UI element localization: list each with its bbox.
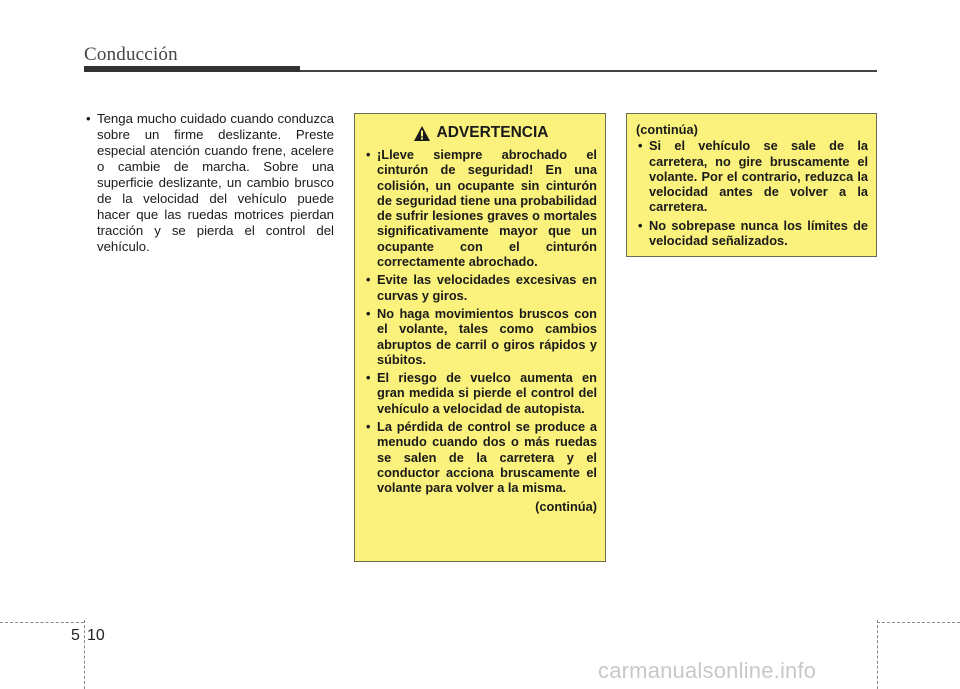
warning-bullet: • La pérdida de control se produce a menudo cuando dos o más ruedas se salen de la carretera y el conductor acciona bruscamente el volante para volver a la misma. [364, 419, 597, 495]
warning-heading [364, 123, 597, 143]
warning-bullet: • No sobrepase nunca los límites de velocidad señalizados. [636, 218, 868, 249]
footer-divider-left [84, 620, 85, 689]
warning-box-2 [626, 113, 877, 257]
page-number: 10 [87, 627, 105, 644]
warning-bullet: • Si el vehículo se sale de la carretera, no gire bruscamente el volante. Por el contrario, reduzca la velocidad antes de volver a la carretera. [636, 138, 868, 214]
section-title: Conducción [84, 44, 178, 65]
chapter-number: 5 [71, 627, 80, 644]
warning-box-1 [354, 113, 606, 562]
warning-bullet: • Evite las velocidades excesivas en curvas y giros. [364, 272, 597, 303]
continued-label: (continúa) [535, 498, 597, 514]
header-rule-thick [84, 66, 300, 72]
warning-bullet: • El riesgo de vuelco aumenta en gran medida si pierde el control del vehículo a velocidad de autopista. [364, 370, 597, 416]
footer-divider-right [877, 620, 878, 689]
warning-bullet: • ¡Lleve siempre abrochado el cinturón de seguridad! En una colisión, un ocupante sin cinturón de seguridad tiene una probabilidad de sufrir lesiones graves o mortales significativamente mayor que un ocupante con el cinturón correctamente abrochado. [364, 147, 597, 269]
warning-list-2 [636, 138, 868, 248]
header-rule-thin [300, 70, 877, 72]
warning-bullet: • No haga movimientos bruscos con el volante, tales como cambios abruptos de carril o giros rápidos y súbitos. [364, 306, 597, 367]
warning-title: ADVERTENCIA [436, 124, 549, 142]
continued-label: (continúa) [636, 122, 698, 137]
watermark: carmanualsonline.info [598, 658, 817, 683]
left-column [84, 111, 334, 258]
body-bullet: • Tenga mucho cuidado cuando conduzca sobre un firme deslizante. Preste especial atención cuando frene, acelere o cambie de marcha. Sobre una superficie deslizante, un cambio brusco de la velocidad del vehículo puede hacer que las ruedas motrices pierdan tracción y se pierda el control del vehículo. [84, 111, 334, 255]
footer-crop-line-right [877, 622, 960, 623]
warning-triangle-icon [413, 125, 431, 142]
warning-list-1 [364, 147, 597, 496]
footer-crop-line-left [0, 622, 84, 623]
